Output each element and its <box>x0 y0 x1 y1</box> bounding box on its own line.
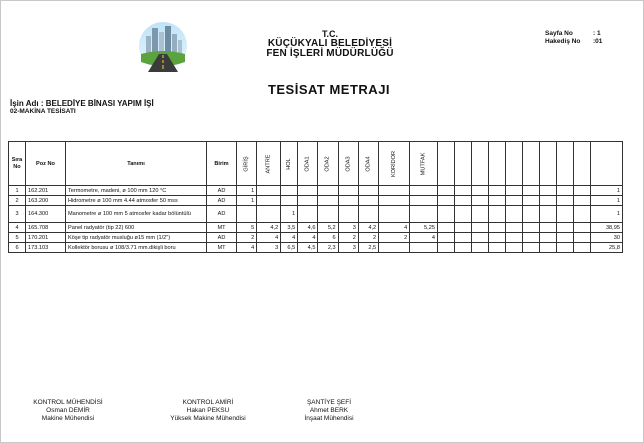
cell-unit: AD <box>207 196 237 206</box>
cell-empty <box>522 186 539 196</box>
cell-poz: 164.300 <box>26 206 66 223</box>
cell-no: 1 <box>9 186 26 196</box>
cell-qty <box>257 196 281 206</box>
cell-qty: 5 <box>237 223 257 233</box>
cell-poz: 170.201 <box>26 233 66 243</box>
cell-empty <box>573 206 590 223</box>
cell-qty: 3 <box>338 223 358 233</box>
cell-qty <box>281 186 298 196</box>
cell-unit: AD <box>207 186 237 196</box>
cell-unit: AD <box>207 206 237 223</box>
cell-qty <box>379 206 410 223</box>
cell-poz: 163.200 <box>26 196 66 206</box>
cell-poz: 165.708 <box>26 223 66 233</box>
document-title: TESİSAT METRAJI <box>267 82 391 97</box>
col-header-empty <box>488 142 505 186</box>
cell-empty <box>522 206 539 223</box>
cell-qty <box>358 186 378 196</box>
page-no-label: Sayfa No <box>545 30 573 37</box>
signature-role: ŞANTİYE ŞEFİ <box>306 399 352 406</box>
cell-empty <box>539 243 556 253</box>
signature-title: İnşaat Mühendisi <box>304 415 354 422</box>
cell-unit: AD <box>207 233 237 243</box>
cell-qty <box>318 186 338 196</box>
cell-empty <box>454 223 471 233</box>
header-line-2: KÜÇÜKYALI BELEDİYESİ <box>267 38 393 49</box>
cell-qty <box>338 196 358 206</box>
cell-qty <box>358 206 378 223</box>
cell-qty <box>338 206 358 223</box>
cell-empty <box>522 233 539 243</box>
col-header-total <box>590 142 622 186</box>
col-header-empty <box>505 142 522 186</box>
cell-qty: 6 <box>318 233 338 243</box>
cell-qty: 3,5 <box>281 223 298 233</box>
quantity-table <box>8 141 623 253</box>
cell-qty: 4,2 <box>257 223 281 233</box>
cell-qty <box>298 206 318 223</box>
cell-empty <box>539 206 556 223</box>
cell-qty <box>298 196 318 206</box>
cell-empty <box>471 206 488 223</box>
cell-no: 3 <box>9 206 26 223</box>
cell-empty <box>539 196 556 206</box>
cell-qty: 4 <box>237 243 257 253</box>
cell-empty <box>437 196 454 206</box>
cell-empty <box>505 233 522 243</box>
signature-role: KONTROL AMİRİ <box>182 399 234 406</box>
table-row <box>9 206 623 223</box>
cell-qty <box>410 196 438 206</box>
col-header-empty <box>471 142 488 186</box>
cell-empty <box>505 243 522 253</box>
table-row <box>9 223 623 233</box>
cell-qty: 2 <box>237 233 257 243</box>
cell-qty <box>318 206 338 223</box>
cell-empty <box>522 243 539 253</box>
sheet-info <box>545 30 602 46</box>
cell-qty: 1 <box>281 206 298 223</box>
cell-qty: 4,2 <box>358 223 378 233</box>
cell-qty <box>338 186 358 196</box>
cell-empty <box>471 196 488 206</box>
table-row <box>9 243 623 253</box>
cell-empty <box>556 196 573 206</box>
cell-empty <box>454 233 471 243</box>
signature-title: Makine Mühendisi <box>41 415 95 422</box>
col-header-no: Sıra No <box>9 142 26 186</box>
cell-empty <box>505 206 522 223</box>
cell-empty <box>488 196 505 206</box>
signature-name: Ahmet BERK <box>309 407 349 414</box>
cell-qty <box>410 186 438 196</box>
table-header-row <box>9 142 623 186</box>
municipality-logo <box>138 18 188 74</box>
cell-unit: MT <box>207 243 237 253</box>
cell-total: 1 <box>590 186 622 196</box>
cell-qty <box>379 196 410 206</box>
cell-empty <box>454 243 471 253</box>
cell-qty: 4 <box>281 233 298 243</box>
cell-empty <box>437 186 454 196</box>
col-header-oda2: ODA2 <box>318 142 338 186</box>
cell-qty: 4 <box>410 233 438 243</box>
cell-total: 1 <box>590 196 622 206</box>
col-header-desc: Tanımı <box>66 142 207 186</box>
cell-qty: 2 <box>358 233 378 243</box>
job-section: 02-MAKİNA TESİSATI <box>10 108 76 115</box>
cell-qty: 4 <box>298 233 318 243</box>
cell-no: 6 <box>9 243 26 253</box>
col-header-empty <box>437 142 454 186</box>
cell-qty: 5,2 <box>318 223 338 233</box>
cell-empty <box>573 243 590 253</box>
col-header-oda4: ODA4 <box>358 142 378 186</box>
cell-no: 5 <box>9 233 26 243</box>
cell-qty <box>379 186 410 196</box>
cell-empty <box>505 196 522 206</box>
col-header-oda3: ODA3 <box>338 142 358 186</box>
job-info <box>10 100 154 116</box>
cell-qty: 4 <box>379 223 410 233</box>
cell-empty <box>454 186 471 196</box>
signature-control-engineer <box>18 399 118 423</box>
cell-qty: 2 <box>379 233 410 243</box>
cell-empty <box>454 206 471 223</box>
cell-empty <box>488 233 505 243</box>
cell-qty <box>379 243 410 253</box>
cell-qty <box>257 186 281 196</box>
cell-qty <box>318 196 338 206</box>
cell-empty <box>505 186 522 196</box>
cell-empty <box>573 186 590 196</box>
cell-qty <box>237 206 257 223</box>
cell-empty <box>573 223 590 233</box>
cell-total: 30 <box>590 233 622 243</box>
cell-empty <box>488 223 505 233</box>
cell-empty <box>488 186 505 196</box>
cell-empty <box>556 243 573 253</box>
cell-desc: Hidrometre ø 100 mm 4.44 atmosfer 50 mss <box>66 196 207 206</box>
cell-no: 2 <box>9 196 26 206</box>
cell-no: 4 <box>9 223 26 233</box>
cell-qty <box>410 206 438 223</box>
cell-desc: Manometre ø 100 mm 5 atmosfer kadar bölüntülü <box>66 206 207 223</box>
header-line-1: T.C. <box>321 29 338 39</box>
cell-qty: 4,6 <box>298 223 318 233</box>
cell-unit: MT <box>207 223 237 233</box>
cell-qty <box>410 243 438 253</box>
col-header-koridor: KORİDOR <box>379 142 410 186</box>
cell-desc: Panel radyatör (tip 22) 600 <box>66 223 207 233</box>
signature-role: KONTROL MÜHENDİSİ <box>33 399 103 406</box>
cell-qty: 2 <box>338 233 358 243</box>
cell-qty: 1 <box>237 186 257 196</box>
cell-empty <box>556 206 573 223</box>
cell-qty <box>281 196 298 206</box>
page-no-value: : 1 <box>593 30 601 37</box>
cell-empty <box>488 206 505 223</box>
table-row <box>9 233 623 243</box>
col-header-empty <box>454 142 471 186</box>
cell-empty <box>573 196 590 206</box>
progress-no-label: Hakediş No <box>545 38 581 45</box>
cell-empty <box>556 233 573 243</box>
cell-empty <box>437 206 454 223</box>
cell-empty <box>471 233 488 243</box>
signature-name: Osman DEMİR <box>46 407 90 414</box>
cell-desc: Termometre, madeni, ø 100 mm 120 °C <box>66 186 207 196</box>
signature-site-chief <box>279 399 379 423</box>
cell-empty <box>437 223 454 233</box>
cell-qty <box>257 206 281 223</box>
signature-name: Hakan PEKSU <box>186 407 230 414</box>
cell-empty <box>471 243 488 253</box>
cell-empty <box>505 223 522 233</box>
col-header-empty <box>556 142 573 186</box>
col-header-poz: Poz No <box>26 142 66 186</box>
cell-total: 38,95 <box>590 223 622 233</box>
col-header-empty <box>539 142 556 186</box>
cell-empty <box>471 186 488 196</box>
cell-qty: 3 <box>338 243 358 253</box>
signature-title: Yüksek Makine Mühendisi <box>170 415 246 422</box>
col-header-empty <box>573 142 590 186</box>
cell-empty <box>539 223 556 233</box>
cell-empty <box>539 233 556 243</box>
table-row <box>9 196 623 206</box>
col-header-antre: ANTRE <box>257 142 281 186</box>
cell-empty <box>556 186 573 196</box>
cell-qty: 4 <box>257 233 281 243</box>
cell-qty: 3 <box>257 243 281 253</box>
col-header-hol: HOL <box>281 142 298 186</box>
cell-qty: 2,5 <box>358 243 378 253</box>
col-header-giris: GİRİŞ <box>237 142 257 186</box>
cell-empty <box>539 186 556 196</box>
progress-no-value: :01 <box>593 38 603 45</box>
cell-qty: 5,25 <box>410 223 438 233</box>
col-header-oda1: ODA1 <box>298 142 318 186</box>
cell-empty <box>522 223 539 233</box>
signature-control-chief <box>158 399 258 423</box>
col-header-mutfak: MUTFAK <box>410 142 438 186</box>
cell-empty <box>573 233 590 243</box>
cell-empty <box>556 223 573 233</box>
cell-empty <box>488 243 505 253</box>
cell-total: 1 <box>590 206 622 223</box>
cell-qty: 4,5 <box>298 243 318 253</box>
table-row <box>9 186 623 196</box>
cell-empty <box>454 196 471 206</box>
col-header-empty <box>522 142 539 186</box>
header-line-3: FEN İŞLERİ MÜDÜRLÜĞÜ <box>266 48 394 59</box>
cell-qty: 2,3 <box>318 243 338 253</box>
cell-total: 25,8 <box>590 243 622 253</box>
cell-empty <box>522 196 539 206</box>
cell-qty <box>358 196 378 206</box>
cell-qty: 6,5 <box>281 243 298 253</box>
cell-empty <box>471 223 488 233</box>
cell-poz: 162.201 <box>26 186 66 196</box>
col-header-unit: Birim <box>207 142 237 186</box>
cell-empty <box>437 243 454 253</box>
cell-desc: Köşe tip radyatör musluğu ø15 mm (1/2") <box>66 233 207 243</box>
cell-qty: 1 <box>237 196 257 206</box>
cell-qty <box>298 186 318 196</box>
job-name: İşin Adı : BELEDİYE BİNASI YAPIM İŞİ <box>10 99 154 108</box>
institution-header <box>230 29 430 59</box>
cell-empty <box>437 233 454 243</box>
cell-poz: 173.103 <box>26 243 66 253</box>
cell-desc: Kollektör borusu ø 108/3.71 mm.dikişli boru <box>66 243 207 253</box>
